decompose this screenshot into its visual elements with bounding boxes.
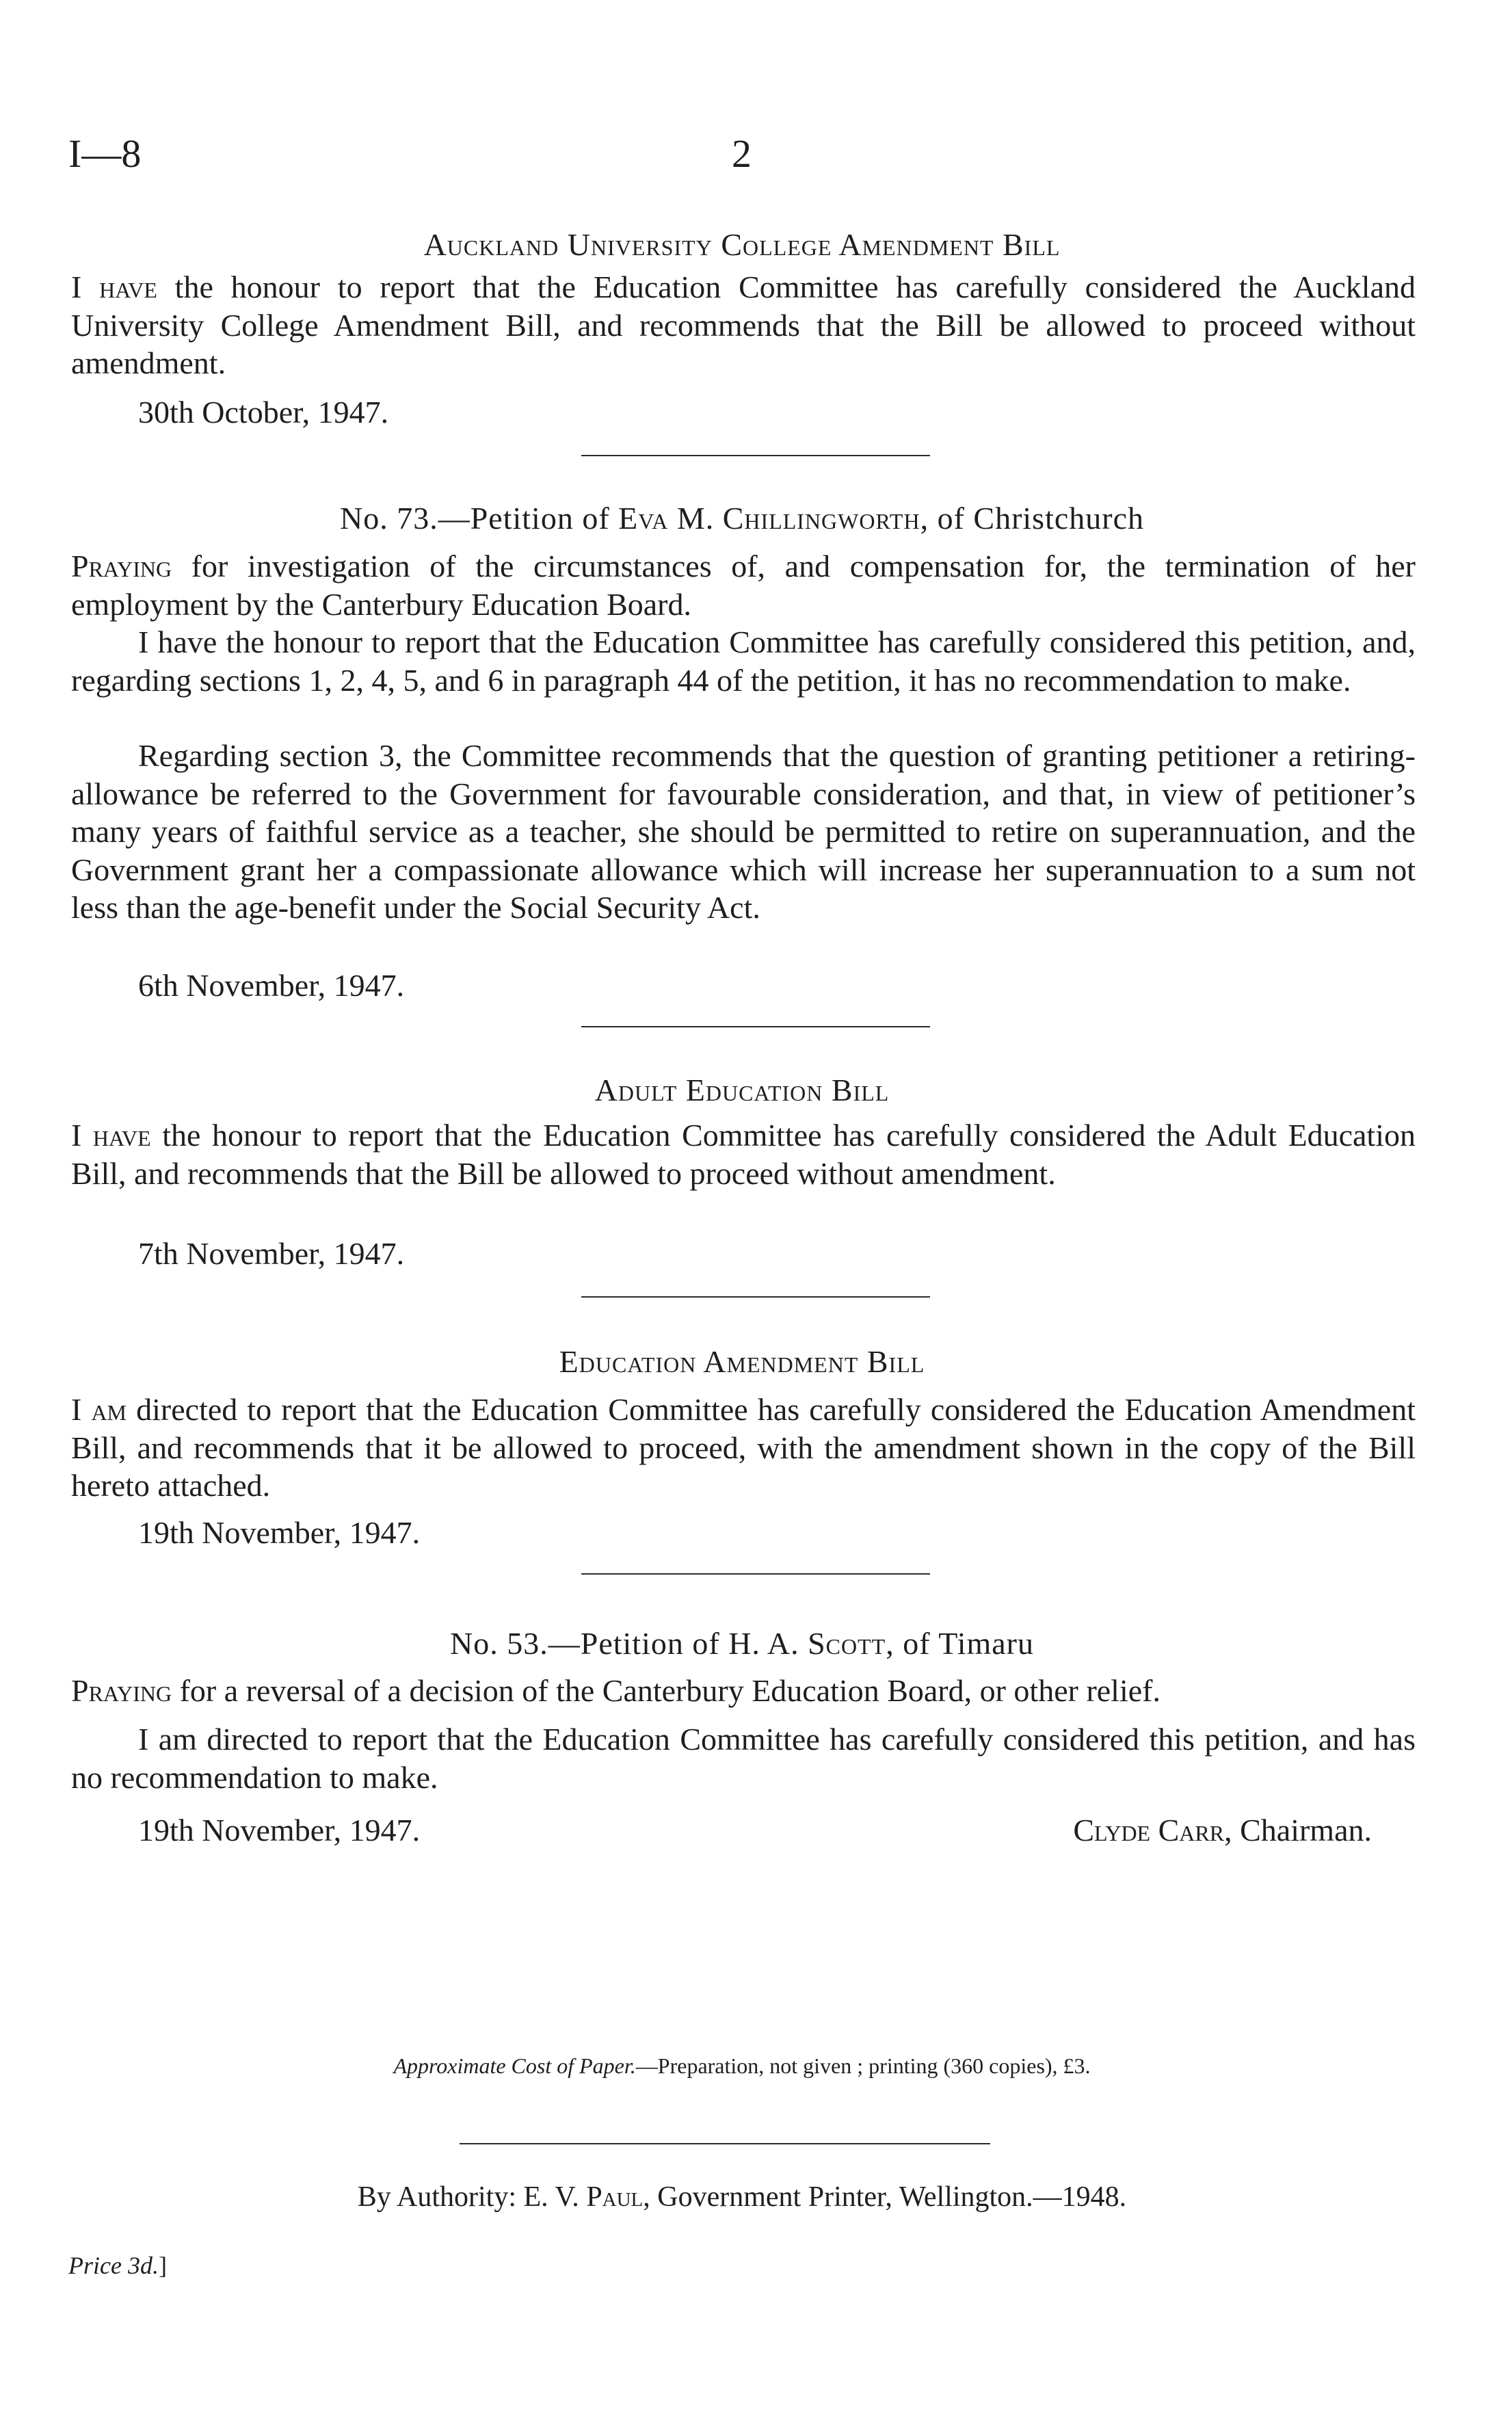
date-line: 30th October, 1947. <box>138 395 389 430</box>
signatory-title: , Chairman. <box>1224 1813 1372 1848</box>
body-text: for investigation of the circumstances of, and compensation for, the termination of her employment by the Canterbury Education Board. <box>71 549 1416 622</box>
price-note <box>68 2250 167 2281</box>
cost-label: Approximate Cost of Paper. <box>393 2053 636 2078</box>
lead-words: I have <box>71 1118 151 1153</box>
printer-name: Paul <box>586 2181 644 2213</box>
footer-divider <box>460 2143 990 2144</box>
section-heading-auckland-bill: Auckland University College Amendment Bill <box>423 227 1061 262</box>
section-divider <box>581 455 930 456</box>
body-text: for a reversal of a decision of the Canterbury Education Board, or other relief. <box>172 1673 1160 1708</box>
lead-words: Praying <box>71 1673 172 1708</box>
section-heading-petition-53 <box>68 1625 1416 1662</box>
heading-prefix: No. 53.—Petition of <box>450 1626 729 1661</box>
page-number: 2 <box>732 131 752 176</box>
date-line: 7th November, 1947. <box>138 1236 405 1271</box>
petition-73-recommendation: Regarding section 3, the Committee recommends that the question of granting petitioner a retiring-allowance be referred to the Government for favourable consideration, and that, in view of petitioner’s many years of faithful service as a teacher, she should be permitted to retire on superannuation, and the Government grant her a compassionate allowance which will increase her superannuation to a sum not less than the age-benefit under the Social Security Act. <box>71 738 1416 925</box>
section-divider <box>581 1296 930 1298</box>
section-divider <box>581 1026 930 1027</box>
lead-words: I have <box>71 270 157 304</box>
body-text: directed to report that the Education Committee has carefully considered the Education Amendment Bill, and recommends that it be allowed to proceed, with the amendment shown in the copy of the Bill hereto attached. <box>71 1392 1416 1503</box>
petition-73-report: I have the honour to report that the Education Committee has carefully considered this petition, and, regarding sections 1, 2, 4, 5, and 6 in paragraph 44 of the petition, it has no recommendation to make. <box>71 625 1416 698</box>
cost-text: —Preparation, not given ; printing (360 copies), £3. <box>635 2053 1091 2078</box>
section-body-adult-education-bill <box>71 1116 1416 1192</box>
section-heading-petition-73 <box>68 499 1416 537</box>
petition-73-prayer <box>71 547 1416 623</box>
petition-53-report: I am directed to report that the Education Committee has carefully considered this petition, and has no recommendation to make. <box>71 1722 1416 1795</box>
signatory-name: Clyde Carr <box>1073 1813 1225 1848</box>
cost-of-paper-note <box>68 2052 1416 2079</box>
chairman-signature <box>1073 1811 1372 1849</box>
body-text: the honour to report that the Education Committee has carefully considered the Auckland University College Amendment Bill, and recommends that the Bill be allowed to proceed without amendment. <box>71 270 1416 380</box>
petition-53-prayer <box>71 1672 1416 1710</box>
lead-words: Praying <box>71 549 172 583</box>
document-reference: I—8 <box>68 131 142 176</box>
section-heading-adult-education-bill: Adult Education Bill <box>594 1073 890 1107</box>
date-line: 19th November, 1947. <box>138 1515 421 1550</box>
section-divider <box>581 1573 930 1575</box>
authority-prefix: By Authority: E. V. <box>357 2181 587 2213</box>
petitioner-name: Eva M. Chillingworth <box>618 501 920 536</box>
printer-authority <box>68 2180 1416 2214</box>
date-line: 6th November, 1947. <box>138 968 405 1003</box>
body-text: the honour to report that the Education Committee has carefully considered the Adult Education Bill, and recommends that the Bill be allowed to proceed without amendment. <box>71 1118 1416 1191</box>
heading-suffix: , of Timaru <box>886 1626 1034 1661</box>
section-body-education-amendment-bill <box>71 1391 1416 1505</box>
heading-suffix: , of Christchurch <box>920 501 1144 536</box>
petitioner-name: H. A. Scott <box>728 1626 886 1661</box>
lead-words: I am <box>71 1392 127 1427</box>
price-text: Price 3d. <box>68 2252 159 2279</box>
price-bracket: ] <box>158 2252 167 2279</box>
authority-suffix: , Government Printer, Wellington.—1948. <box>643 2181 1127 2213</box>
section-body-auckland-bill <box>71 268 1416 382</box>
date-line: 19th November, 1947. <box>138 1813 421 1848</box>
section-heading-education-amendment-bill: Education Amendment Bill <box>559 1344 925 1379</box>
heading-prefix: No. 73.—Petition of <box>339 501 619 536</box>
